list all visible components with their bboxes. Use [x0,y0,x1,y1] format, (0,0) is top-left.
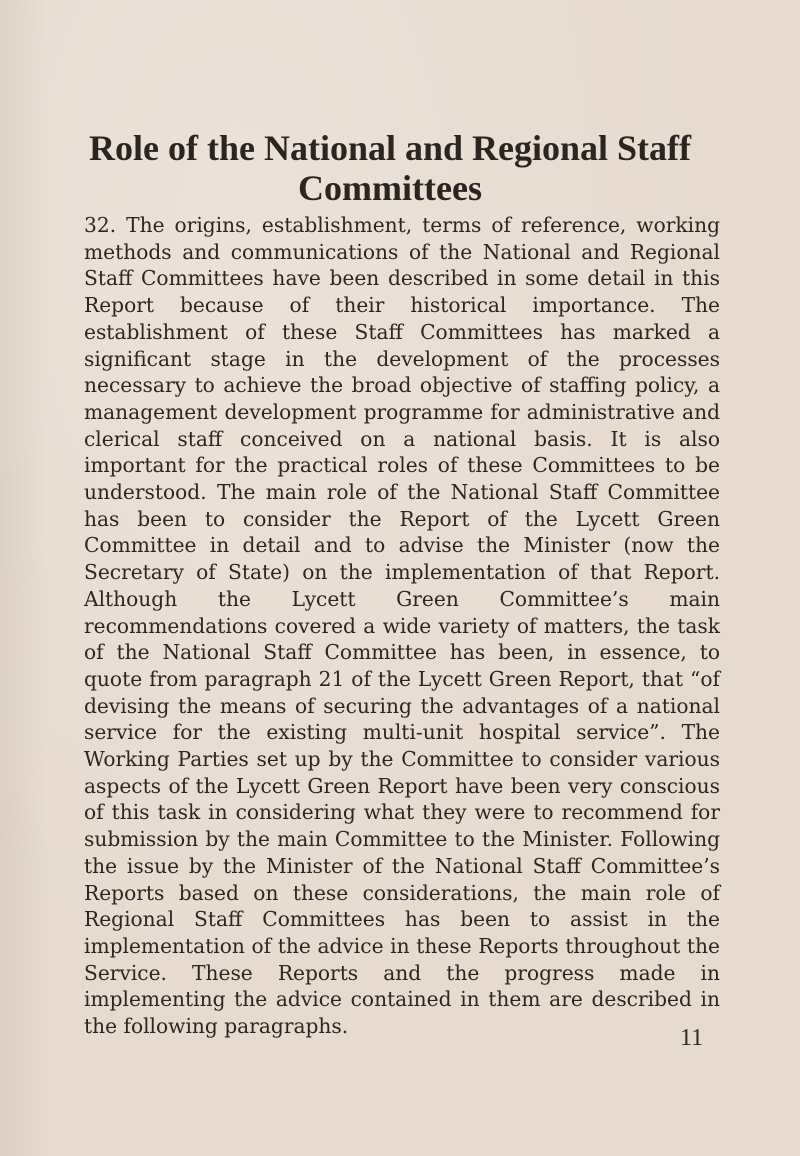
page-number: 11 [680,1025,704,1051]
title-line-1: Role of the National and Regional Staff [89,128,691,168]
page-title [80,128,700,208]
title-line-2: Committees [298,168,482,208]
paragraph-32: 32. The origins, establishment, terms of reference, working methods and communications of the National and Regional Staff Committees have been described in some detail in this Report because of their historical importance. The establishment of these Staff Committees has marked a significant stage in the development of the processes necessary to achieve the broad objective of staffing policy, a management development programme for administrative and clerical staff conceived on a national basis. It is also important for the practical roles of these Committees to be understood. The main role of the National Staff Committee has been to consider the Report of the Lycett Green Committee in detail and to advise the Minister (now the Secretary of State) on the implementation of that Report. Although the Lycett Green Committee’s main recommendations covered a wide variety of matters, the task of the National Staff Committee has been, in essence, to quote from paragraph 21 of the Lycett Green Report, that “of devising the means of securing the advantages of a national service for the existing multi-unit hospital service”. The Working Parties set up by the Committee to consider various aspects of the Lycett Green Report have been very conscious of this task in considering what they were to recommend for submission by the main Committee to the Minister. Following the issue by the Minister of the National Staff Committee’s Reports based on these considerations, the main role of Regional Staff Committees has been to assist in the implementation of the advice in these Reports throughout the Service. These Reports and the progress made in implementing the advice contained in them are described in the following paragraphs. [84,213,720,1039]
